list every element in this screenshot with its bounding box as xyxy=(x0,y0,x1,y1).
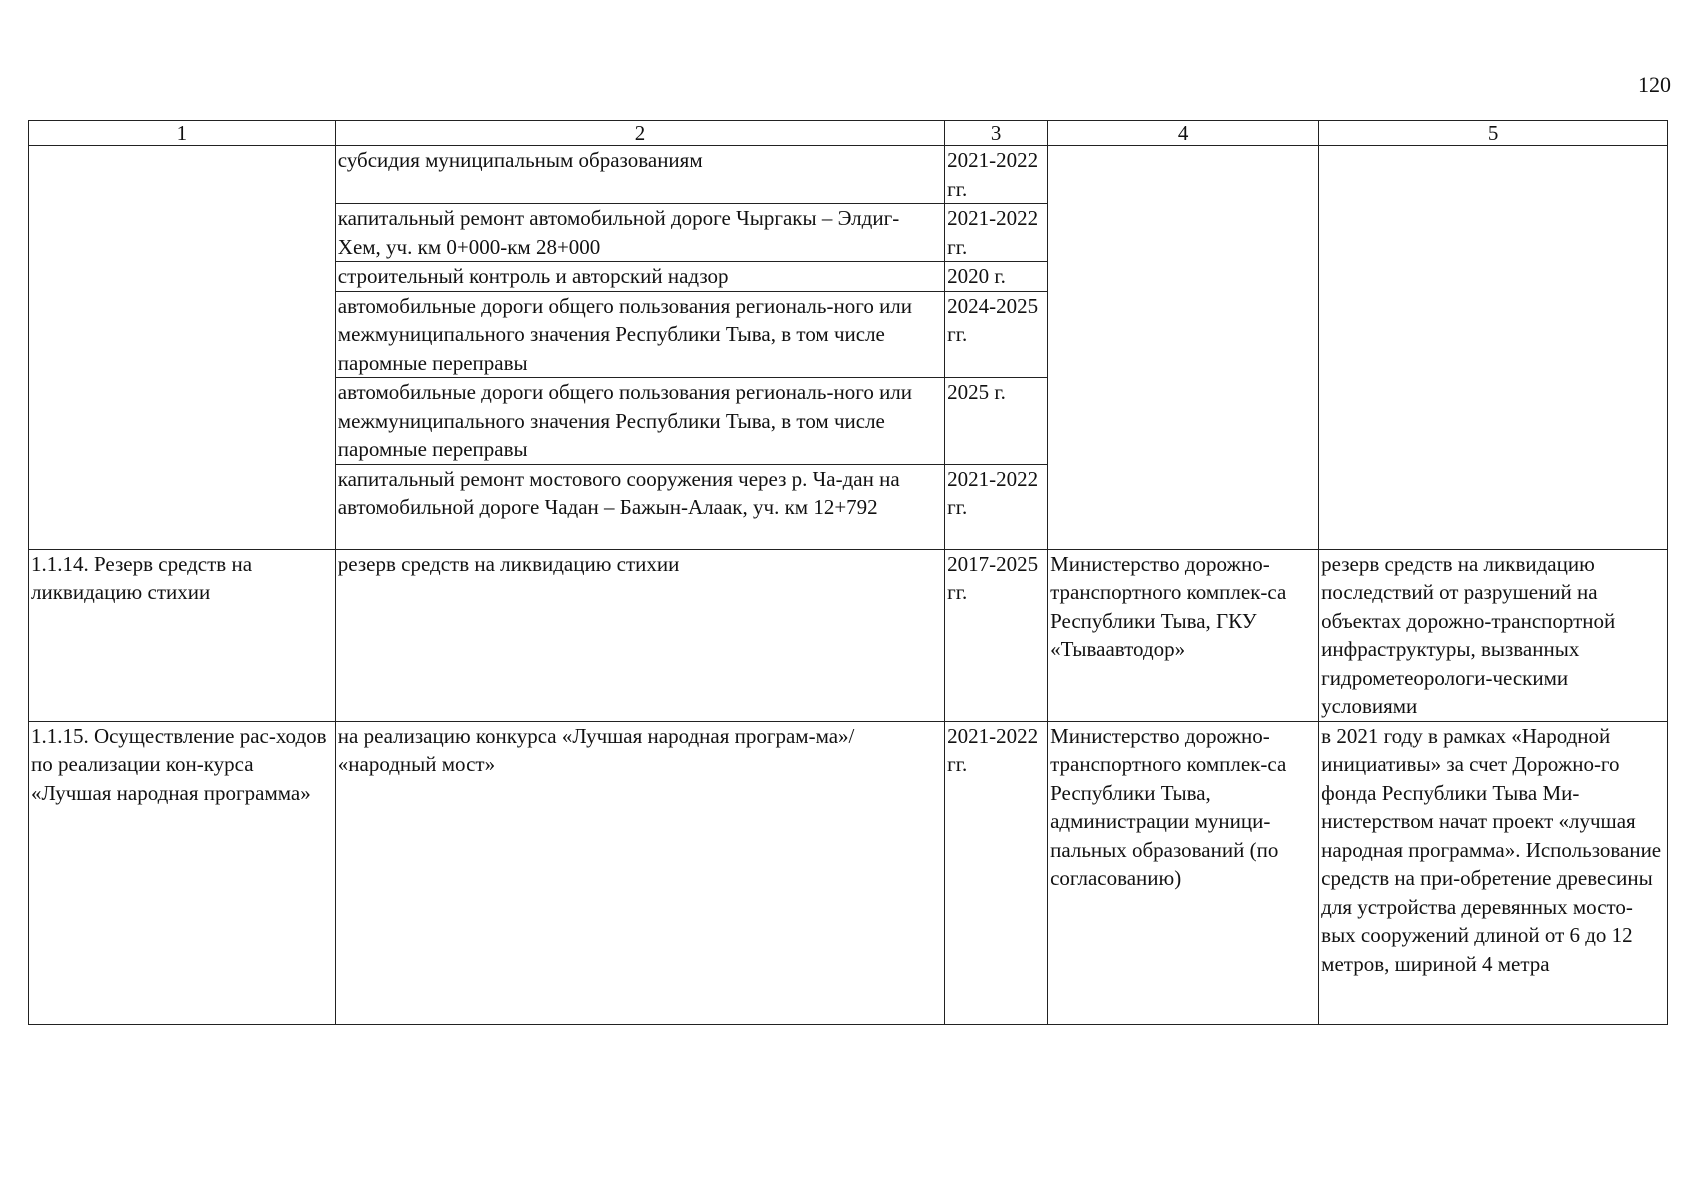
description-cell: автомобильные дороги общего пользования региональ-ного или межмуниципального значения Республики Тыва, в том числе паромные переправы xyxy=(335,378,944,465)
description-cell: на реализацию конкурса «Лучшая народная програм-ма»/ «народный мост» xyxy=(335,721,944,1024)
col-header-3: 3 xyxy=(945,121,1048,146)
description-cell: автомобильные дороги общего пользования региональ-ного или межмуниципального значения Республики Тыва, в том числе паромные переправы xyxy=(335,291,944,378)
period-cell: 2017-2025 гг. xyxy=(945,549,1048,721)
description-cell: капитальный ремонт автомобильной дороге Чыргакы – Элдиг-Хем, уч. км 0+000-км 28+000 xyxy=(335,204,944,262)
period-cell: 2025 г. xyxy=(945,378,1048,465)
table-row xyxy=(29,146,1668,204)
description-cell: резерв средств на ликвидацию стихии xyxy=(335,549,944,721)
period-cell: 2021-2022 гг. xyxy=(945,721,1048,1024)
table-row xyxy=(29,549,1668,721)
period-cell: 2020 г. xyxy=(945,262,1048,292)
result-cell-continued xyxy=(1319,146,1668,550)
measure-cell: 1.1.15. Осуществление рас-ходов по реализации кон-курса «Лучшая народная программа» xyxy=(29,721,336,1024)
measure-cell-continued xyxy=(29,146,336,550)
executor-cell: Министерство дорожно-транспортного комплек-са Республики Тыва, администрации муници-пальных образований (по согласованию) xyxy=(1048,721,1319,1024)
description-cell: строительный контроль и авторский надзор xyxy=(335,262,944,292)
page-number: 120 xyxy=(1638,72,1671,97)
col-header-1: 1 xyxy=(29,121,336,146)
column-number-header xyxy=(29,121,1668,146)
period-cell: 2024-2025 гг. xyxy=(945,291,1048,378)
col-header-2: 2 xyxy=(335,121,944,146)
table-row xyxy=(29,721,1668,1024)
program-table xyxy=(28,120,1668,1025)
col-header-4: 4 xyxy=(1048,121,1319,146)
executor-cell-continued xyxy=(1048,146,1319,550)
period-cell: 2021-2022 гг. xyxy=(945,146,1048,204)
period-cell: 2021-2022 гг. xyxy=(945,464,1048,549)
period-cell: 2021-2022 гг. xyxy=(945,204,1048,262)
description-cell: капитальный ремонт мостового сооружения через р. Ча-дан на автомобильной дороге Чадан – Бажын-Алаак, уч. км 12+792 xyxy=(335,464,944,549)
executor-cell: Министерство дорожно-транспортного комплек-са Республики Тыва, ГКУ «Тываавтодор» xyxy=(1048,549,1319,721)
col-header-5: 5 xyxy=(1319,121,1668,146)
measure-cell: 1.1.14. Резерв средств на ликвидацию стихии xyxy=(29,549,336,721)
result-cell: резерв средств на ликвидацию последствий от разрушений на объектах дорожно-транспортной инфраструктуры, вызванных гидрометеорологи-ческими условиями xyxy=(1319,549,1668,721)
result-cell: в 2021 году в рамках «Народной инициативы» за счет Дорожно-го фонда Республики Тыва Ми-нистерством начат проект «лучшая народная программа». Использование средств на при-обретение древесины для устройства деревянных мосто-вых сооружений длиной от 6 до 12 метров, шириной 4 метра xyxy=(1319,721,1668,1024)
description-cell: субсидия муниципальным образованиям xyxy=(335,146,944,204)
